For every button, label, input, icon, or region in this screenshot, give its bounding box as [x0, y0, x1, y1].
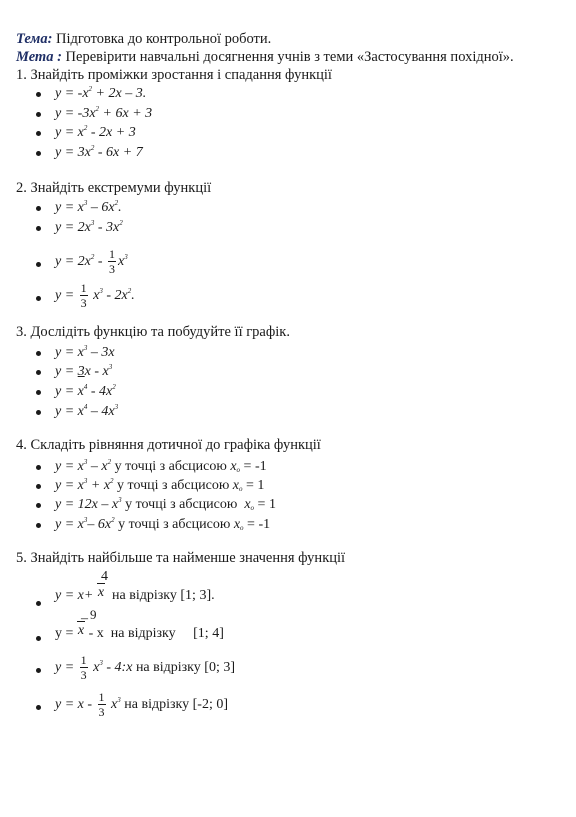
section-4-item-2: $y = x^3 + x^2$ у точці з абсцисою $x_o = 1$	[55, 477, 265, 493]
section-5-item-3: y = $\frac{1}{3}$ $x^3$ - 4:x на відрізку [0; 3]	[55, 653, 236, 683]
bullet	[36, 465, 41, 470]
bullet	[36, 523, 41, 528]
section-4-heading: 4. Складіть рівняння дотичної до графіка функції	[16, 437, 321, 453]
section-1-item-2: $y = -3x^2 + 6x + 3$	[55, 105, 153, 121]
bullet	[36, 410, 41, 415]
section-4-item-1: $y = x^3 - x^2$ у точці з абсцисою $x_o = -1$	[55, 458, 267, 474]
section-2-item-4: y = $\frac{1}{3}$ $x^3 - 2x^2$.	[55, 281, 135, 311]
bullet	[36, 390, 41, 395]
bullet	[36, 668, 41, 673]
bullet	[36, 151, 41, 156]
bullet	[36, 262, 41, 267]
bullet	[36, 131, 41, 136]
section-5-heading: 5. Знайдіть найбільше та найменше значення функції	[16, 550, 346, 566]
topic-label: Тема:	[16, 31, 53, 47]
section-2-item-1: $y = x^3 - 6x^2$.	[55, 199, 122, 215]
bullet	[36, 484, 41, 489]
section-3-item-2: $y = 3x - x^3$	[55, 363, 113, 379]
topic-text: Підготовка до контрольної роботи.	[56, 31, 272, 47]
section-5-item-4: y = x - $\frac{1}{3}$ $x^3$ на відрізку [-2; 0]	[55, 690, 228, 720]
section-5-item-2: y = – 9 x - x на відрізку [1; 4]	[55, 607, 224, 641]
topic-line	[16, 30, 271, 48]
bullet	[36, 226, 41, 231]
section-1-item-3: $y = x^2 - 2x + 3$	[55, 124, 136, 140]
goal-text: Перевірити навчальні досягнення учнів з теми «Застосування похідної».	[65, 49, 514, 65]
section-4-item-4: $y = x^3-$ $6x^2$ у точці з абсцисою $x_o = -1$	[55, 516, 271, 532]
section-3-item-1: $y = x^3 - 3x$	[55, 344, 115, 360]
section-3-item-4: $y = x^4 - 4x^3$	[55, 403, 119, 419]
bullet	[36, 296, 41, 301]
goal-line	[16, 48, 514, 66]
fraction: $\frac{1}{3}$	[80, 281, 87, 311]
fraction: $\frac{1}{3}$	[98, 690, 105, 720]
section-2-item-3: $y = 2x^2$ - $\frac{1}{3}$ $x^3$	[55, 247, 128, 277]
bullet	[36, 636, 41, 641]
section-2-heading: 2. Знайдіть екстремуми функції	[16, 180, 212, 196]
bullet	[36, 503, 41, 508]
bullet	[36, 92, 41, 97]
section-1-item-4: $y = 3x^2 - 6x + 7$	[55, 144, 143, 160]
section-5-item-1: y = x+ 4 x на відрізку [1; 3].	[55, 569, 215, 603]
bullet	[36, 705, 41, 710]
fraction: $\frac{1}{3}$	[80, 653, 87, 683]
bullet	[36, 112, 41, 117]
section-2-item-2: $y = 2x^3 - 3x^2$	[55, 219, 123, 235]
section-3-item-3: $y = x^4 - 4x^2$	[55, 383, 116, 399]
section-1-heading: 1. Знайдіть проміжки зростання і спадання функції	[16, 67, 332, 83]
goal-label: Мета :	[16, 49, 62, 65]
bullet	[36, 601, 41, 606]
bullet	[36, 370, 41, 375]
fraction: $\frac{1}{3}$	[109, 247, 116, 277]
bullet	[36, 206, 41, 211]
bullet	[36, 351, 41, 356]
section-4-item-3: $y = 12x - x^3$ у точці з абсцисою $x_o = 1$	[55, 496, 276, 512]
section-1-item-1: $y = -x^2 + 2x - 3$.	[55, 85, 147, 101]
section-3-heading: 3. Дослідіть функцію та побудуйте її графік.	[16, 324, 290, 340]
